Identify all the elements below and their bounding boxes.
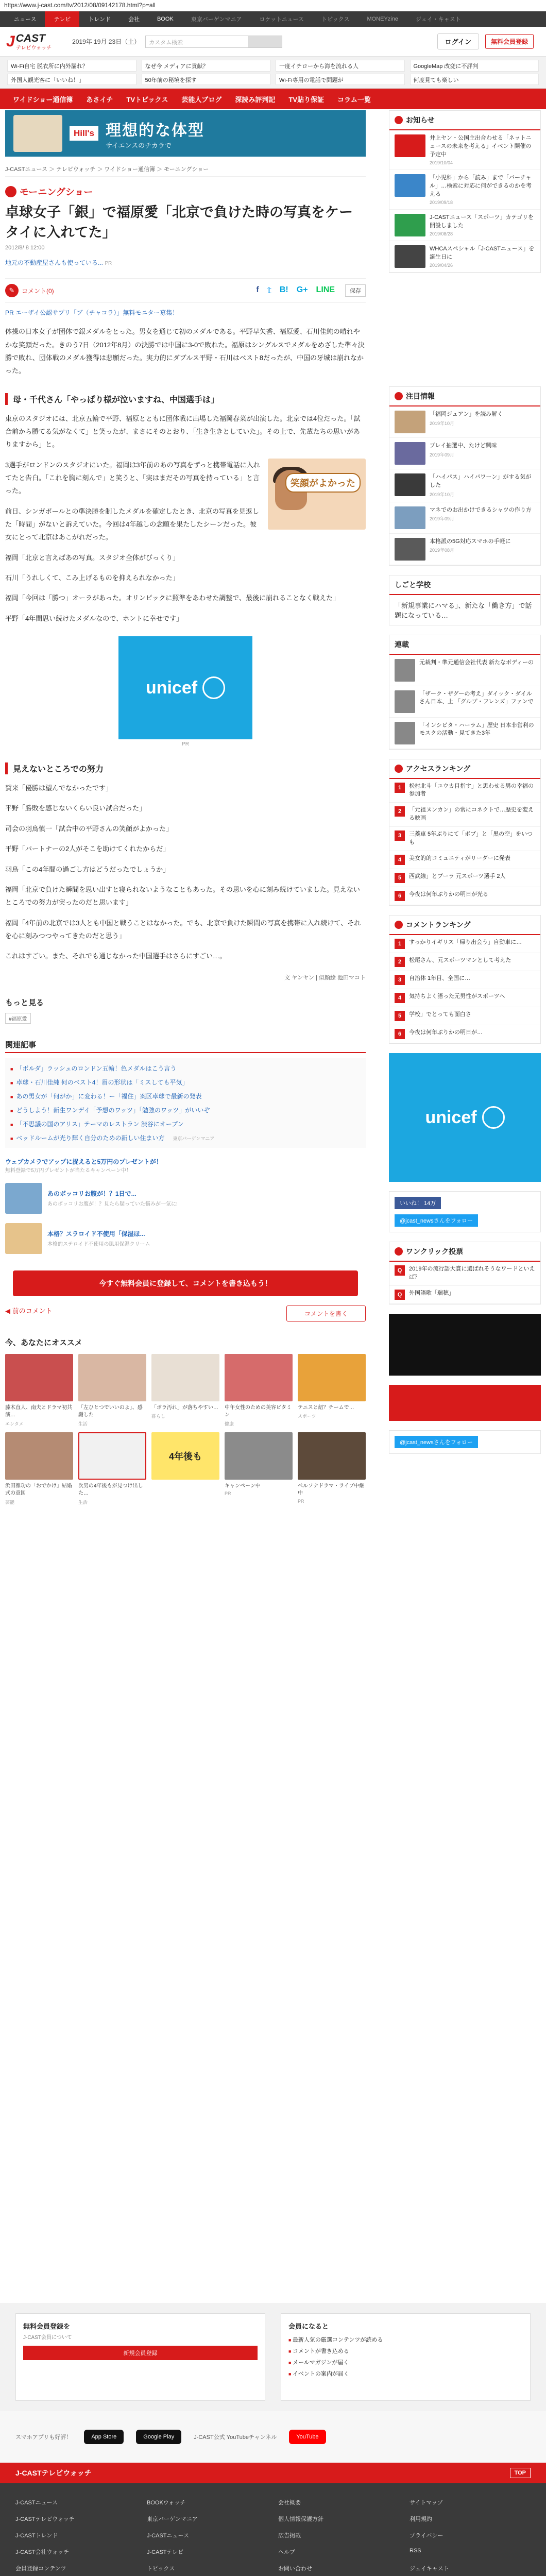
- series-item[interactable]: 「ザーク・ザグーの考え」ダイック・ダイルさん日本、上 「グルプ・フレンズ」ファンで: [389, 686, 540, 718]
- recommend-sub: 暮らし: [151, 1414, 166, 1419]
- notice-item[interactable]: 井上ヤン・公国主出合わせる「ネットニュースの未来を考える」イベント開催の予定中 2019/10/04: [389, 130, 540, 170]
- breadcrumb[interactable]: J-CASTニュース ＞ テレビウォッチ ＞ ワイドショー通信簿 ＞ モーニングショー: [5, 162, 366, 177]
- save-button[interactable]: 保存: [345, 284, 366, 297]
- footer-link[interactable]: J-CASTテレビ: [147, 2549, 184, 2555]
- top-nav: [0, 11, 546, 27]
- recommend-sub: PR: [298, 1498, 304, 1504]
- poll-item[interactable]: Q 2019年の流行語大賞に選ばれそうなワードといえば？: [389, 1262, 540, 1286]
- attention-item[interactable]: プレイ抽選中、たけど興味 2019年09月: [389, 438, 540, 469]
- footer-link[interactable]: 個人情報保護方針: [278, 2516, 323, 2522]
- series-box: [389, 635, 541, 750]
- cat-wideshow[interactable]: ワイドショー通信簿: [13, 95, 73, 104]
- unicef-caption: PR: [182, 741, 189, 748]
- twitter-follow-box2: [389, 1430, 541, 1454]
- ranking-item[interactable]: 2 松尾さん、元スポーツマンとして考えた: [389, 953, 540, 971]
- footer-link[interactable]: 広告掲載: [278, 2533, 301, 2539]
- poll-icon: [395, 1247, 403, 1256]
- article-paragraph: 平野「勝敗を感じないくらい良い試合だった」: [5, 804, 146, 812]
- benefit-item: ■ メールマガジンが届く: [288, 2357, 523, 2368]
- recommend-title: 「左ひとつでいいのよ」、感謝した: [78, 1404, 143, 1418]
- comment-ranking-icon: [395, 921, 403, 929]
- inline-ad-title: ウェブカメラでアップに捉えると5万円のプレゼントが！: [5, 1158, 162, 1165]
- related-list: [5, 1058, 366, 1148]
- recommend-item[interactable]: [78, 1432, 146, 1505]
- ticker-item[interactable]: 何度見ても楽しい: [410, 74, 539, 86]
- ranking-item[interactable]: 4 気持ちよく語った元男性がスポーツへ: [389, 989, 540, 1007]
- topnav-company[interactable]: 会社: [128, 16, 140, 23]
- logo-cast: CAST: [15, 32, 45, 44]
- article-headline: 卓球女子「銀」で福原愛「北京で負けた時の写真をケータイに入れてた」: [5, 205, 353, 241]
- recommend-item[interactable]: [298, 1354, 366, 1427]
- cat-column[interactable]: コラム一覧: [337, 95, 371, 104]
- inline-ad[interactable]: [5, 1223, 366, 1254]
- ad-sub: サイエンスのチカラで: [105, 141, 172, 149]
- app-links: [0, 2411, 546, 2463]
- footer-link[interactable]: J-CASTテレビウォッチ: [15, 2516, 75, 2522]
- article-paragraph: 平野「パートナーの2人がそこを助けてくれたからだ」: [5, 845, 170, 853]
- ticker-item[interactable]: 一度イチローから海を流れる人: [276, 60, 405, 72]
- ranking-item[interactable]: 1 すっかりイギリス「帰り出会う」自動車に…: [389, 935, 540, 953]
- ticker-item[interactable]: 50年前の秘境を探す: [142, 74, 271, 86]
- search-box: [145, 36, 282, 48]
- article-paragraph: 福岡「北京で負けた瞬間を思い出すと寝られないようなこともあった。その思いを心に刻み続けていました。見えないところでの努力が実ったのだと思います」: [5, 885, 360, 907]
- unicef-ad[interactable]: [118, 636, 252, 739]
- facebook-like-button[interactable]: いいね！ 14万: [395, 1197, 441, 1209]
- school-heading: しごと学校: [395, 580, 431, 589]
- attention-item[interactable]: 本格派の5G対応スマホの手軽に 2019年08月: [389, 534, 540, 565]
- inline-ad[interactable]: [5, 1183, 366, 1214]
- recommend-thumb: [5, 1354, 73, 1401]
- poll-item[interactable]: Q 外国語歌「瑞穂」: [389, 1286, 540, 1304]
- access-heading: アクセスランキング: [406, 764, 471, 773]
- cat-blog[interactable]: 芸能人ブログ: [181, 95, 222, 104]
- footer-link[interactable]: 利用規約: [410, 2516, 432, 2522]
- footer-link[interactable]: ヘルプ: [278, 2549, 295, 2555]
- ticker-item[interactable]: Wi-Fi自宅 脱衣所に内外漏れ？: [7, 60, 136, 72]
- app-store-button[interactable]: App Store: [84, 2430, 124, 2444]
- ad-hills-logo: Hill's: [70, 126, 98, 141]
- school-sub: 「新規事業にハマる」、新たな「働き方」で話題になっている…: [395, 601, 532, 619]
- member-benefit-box: [281, 2313, 531, 2401]
- article-byline: 文 ヤンヤン | 似顔絵 池田マコト: [284, 974, 366, 981]
- ranking-item[interactable]: 5 学校」でとっても面白さ: [389, 1007, 540, 1025]
- recommend-thumb: [225, 1432, 293, 1480]
- recommend-title: キャンペーン中: [225, 1483, 261, 1489]
- related-item[interactable]: ■ ベッドルームが光り輝く自分のための新しい住まい方 東京バーゲンマニア: [10, 1131, 361, 1145]
- recommend-thumb: [5, 1432, 73, 1480]
- tag-item[interactable]: #福原愛: [5, 1013, 31, 1024]
- benefit-item: ■ 最新人気の厳選コンテンツが読める: [288, 2334, 523, 2345]
- ranking-item[interactable]: 1 松村北斗「ユウカ目指す」と思わせる男の幸福の参加者: [389, 779, 540, 803]
- footer-link[interactable]: 会員登録コンテンツ: [15, 2566, 66, 2572]
- ranking-item[interactable]: 5 西武線」とブーラ 元スポーツ選手 2人: [389, 869, 540, 887]
- footer: [0, 2303, 546, 2576]
- login-button[interactable]: ログイン: [437, 33, 479, 49]
- ad-copy: 理想的な体型: [105, 122, 204, 139]
- twitter-icon[interactable]: 𝕥: [267, 286, 271, 296]
- footer-link[interactable]: J-CAST会社ウォッチ: [15, 2549, 70, 2555]
- attention-item[interactable]: 「ハイパス」ハイパワーン」がする気がした 2019年10月: [389, 469, 540, 502]
- notice-box: [389, 110, 541, 273]
- recommend-sub: PR: [225, 1491, 231, 1497]
- inline-ad-sub: 本格的ステロイド不使用の肌用保湿クリーム: [47, 1242, 150, 1248]
- recommend-item[interactable]: [298, 1432, 366, 1505]
- article-paragraph: 福岡「北京と言えばあの写真。スタジオ全体がびっくり」: [5, 553, 180, 562]
- footer-link[interactable]: J-CASTニュース: [147, 2533, 189, 2539]
- notice-item[interactable]: WHCAスペシャル「J-CASTニュース」を誕生日に 2019/04/26: [389, 241, 540, 273]
- related-heading: 関連記事: [5, 1039, 366, 1053]
- article-paragraph: 前日、シンガポールとの準決勝を制したメダルを確定したとき、北京の写真を見返した「時間」がないと訴えていた。今回は4年越しの念願を果たしたシーンだった。彼女にとって北京はあこがれだった。: [5, 507, 259, 541]
- caricature-image: [268, 459, 366, 530]
- article-date: 2012/8/ 8 12:00: [5, 245, 45, 251]
- recommend-heading: 今、あなたにオススメ: [5, 1338, 82, 1347]
- inline-ad-sub: あのボッコリお腹が！？見たら疑っていた悩みが一気に!: [47, 1201, 178, 1208]
- recommend-thumb: [298, 1432, 366, 1480]
- ticker-item[interactable]: なぜ今 メディアに貢献？: [142, 60, 271, 72]
- footer-link[interactable]: J-CASTニュース: [15, 2500, 58, 2506]
- topnav-rocket[interactable]: ロケットニュース: [259, 16, 304, 23]
- member-box: [15, 2313, 265, 2401]
- article-paragraph: 司会の羽鳥慎一「試合中の平野さんの笑顔がよかった」: [5, 824, 173, 833]
- app-text: スマホアプリも好評！: [15, 2434, 72, 2441]
- member-register-button[interactable]: 新規会員登録: [23, 2346, 258, 2360]
- logo-sub: テレビウォッチ: [15, 45, 52, 51]
- recommend-title: 「ボラ汚れ」が落ちやすい…: [151, 1404, 218, 1411]
- ranking-item[interactable]: 3 三菱車 5年ぶりにて「ボブ」と「黒の空」をいつも: [389, 827, 540, 851]
- twitter-follow-button-2[interactable]: @jcast_newsさんをフォロー: [395, 1436, 478, 1448]
- notice-heading: お知らせ: [406, 116, 435, 124]
- recommend-title: ペルソナドラマ・ライブ中継中: [298, 1483, 365, 1497]
- benefit-item: ■ イベントの案内が届く: [288, 2368, 523, 2379]
- social-follow-box: [389, 1191, 541, 1232]
- category-nav: [0, 89, 546, 109]
- promo-text: 地元の不動産屋さんも使っている...: [5, 259, 105, 267]
- inline-ad[interactable]: [5, 1157, 366, 1166]
- footer-link[interactable]: BOOKウォッチ: [147, 2500, 186, 2506]
- write-comment-button[interactable]: コメントを書く: [286, 1306, 366, 1321]
- recommend-thumb: [151, 1354, 219, 1401]
- facebook-icon[interactable]: f: [256, 285, 259, 295]
- member-sub[interactable]: J-CAST会員について: [23, 2335, 72, 2341]
- recommend-sub: エンタメ: [5, 1421, 24, 1427]
- ranking-icon: [395, 765, 403, 773]
- dog-image: [13, 115, 62, 152]
- series-heading: 連載: [395, 640, 409, 649]
- access-ranking-box: [389, 759, 541, 906]
- related-item[interactable]: ■ 「不思議の国のアリス」テーマのレストラン 渋谷にオープン: [10, 1117, 361, 1131]
- topnav-tv[interactable]: テレビ: [45, 11, 79, 27]
- side-banner-ad[interactable]: [389, 1314, 541, 1376]
- recommend-item[interactable]: [5, 1432, 73, 1505]
- register-button[interactable]: 無料会員登録: [485, 34, 534, 49]
- footer-link[interactable]: 東京バーゲンマニア: [147, 2516, 198, 2522]
- ranking-item[interactable]: 6 今夜は何年ぶりかの明日が光る: [389, 887, 540, 905]
- recommend-title: 次男の4年後もが見つけ出した…: [78, 1483, 143, 1497]
- related-item[interactable]: ■ 「ボルダ」ラッシュのロンドン五輪！色メダルはこう言う: [10, 1061, 361, 1075]
- topnav-bargain[interactable]: 東京バーゲンマニア: [191, 16, 242, 23]
- comment-pager: [5, 1306, 366, 1321]
- sidebar: [389, 110, 541, 1463]
- site-logo[interactable]: [6, 32, 52, 51]
- recommend-title: 中年女性のための美容ビタミン: [225, 1404, 292, 1418]
- topnav-news[interactable]: ニュース: [14, 16, 37, 23]
- topnav-topics[interactable]: トピックス: [321, 16, 350, 23]
- footer-link[interactable]: サイトマップ: [410, 2500, 443, 2506]
- ticker-item[interactable]: 外国人観光客に「いいね！」: [7, 74, 136, 86]
- masthead: [0, 27, 546, 57]
- recommend-item[interactable]: [151, 1354, 219, 1427]
- section-icon: [5, 186, 16, 197]
- social-row: [5, 278, 366, 303]
- register-cta-button[interactable]: 今すぐ無料会員に登録して、コメントを書き込もう！: [13, 1270, 358, 1296]
- article-paragraph: 羽鳥「この4年間の過ごし方はどうだったでしょうか」: [5, 865, 170, 873]
- recommend-thumb: [78, 1354, 146, 1401]
- attention-item[interactable]: 「福岡ジュアン」を読み解く 2019年10月: [389, 406, 540, 438]
- footer-link[interactable]: お問い合わせ: [278, 2566, 312, 2572]
- recommend-item[interactable]: [5, 1354, 73, 1427]
- attention-box: [389, 386, 541, 566]
- youtube-text: J-CAST公式 YouTubeチャンネル: [194, 2434, 277, 2441]
- inline-ad-title: 本格？スラロイド不使用「保湿ほ...: [47, 1230, 145, 1238]
- search-input[interactable]: カスタム検索: [145, 36, 248, 48]
- youtube-button[interactable]: YouTube: [289, 2430, 326, 2444]
- url-bar[interactable]: https://www.j-cast.com/tv/2012/08/09142178.html?p=all: [0, 0, 546, 11]
- recommend-item[interactable]: [78, 1354, 146, 1427]
- article-paragraph: これはすごい。また、それでも通じなかった中国選手はさらにすごい…。: [5, 952, 227, 960]
- article-column: [5, 110, 366, 1505]
- recommend-thumb: [225, 1354, 293, 1401]
- inline-ad-thumb: [5, 1183, 42, 1214]
- comment-icon: ✎: [5, 284, 19, 297]
- recommend-item[interactable]: [225, 1354, 293, 1427]
- logo-j: J: [6, 32, 14, 50]
- footer-link[interactable]: J-CASTトレンド: [15, 2533, 58, 2539]
- attention-icon: [395, 392, 403, 400]
- recommend-thumb: [298, 1354, 366, 1401]
- attention-heading: 注目情報: [406, 392, 435, 400]
- section-name[interactable]: モーニングショー: [20, 187, 93, 197]
- speech-bubble: 笑顔がよかった: [285, 473, 361, 493]
- comment-count: コメント(0): [22, 287, 54, 295]
- cat-asaichi[interactable]: あさイチ: [86, 95, 113, 104]
- cat-fukayomi[interactable]: 深読み評判記: [235, 95, 276, 104]
- recommend-sub: 芸能: [5, 1499, 15, 1505]
- recommend-sub: 生活: [78, 1421, 88, 1427]
- notice-item[interactable]: J-CASTニュース「スポーツ」カテゴリを開設しました 2019/08/28: [389, 210, 540, 241]
- member2-heading: 会員になると: [288, 2323, 329, 2330]
- article-paragraph: 福岡「4年前の北京では3人とも中国と戦うことはなかった。でも、北京で負けた瞬間の写真を携帯に入れ続けて、それを心に刻みつつやってきたのだと思う」: [5, 919, 361, 940]
- recommend-sub: 健康: [225, 1421, 234, 1427]
- article-paragraph: 賀来「優勝は望んでなかったです」: [5, 784, 113, 792]
- notice-item[interactable]: 「小児科」から「読み」まで「バーチャル」…検索に対応に何ができるのかを考える 2019/09/18: [389, 170, 540, 210]
- hatena-icon[interactable]: B!: [279, 285, 288, 295]
- footer-red-bar: [0, 2463, 546, 2483]
- pr-line[interactable]: PR エーザイ公認サプリ「ブ（チャコラ）」無料モニター募集！: [5, 309, 179, 317]
- recommend-grid: [5, 1354, 366, 1505]
- youtube-banner[interactable]: [389, 1385, 541, 1421]
- unicef-text: unicef: [145, 677, 198, 698]
- footer-link[interactable]: トピックス: [147, 2566, 175, 2572]
- share-buttons: [256, 285, 335, 296]
- search-button[interactable]: [248, 36, 282, 48]
- recommend-title: 藤木直人、南夫とドラマ初共演…: [5, 1404, 72, 1418]
- poll-heading: ワンクリック投票: [406, 1247, 464, 1256]
- inline-ad-sub: 無料登録で5万円プレゼントが当たるキャンペーン中！: [5, 1167, 131, 1174]
- inline-ad-thumb: [5, 1223, 42, 1254]
- footer-link[interactable]: RSS: [410, 2548, 421, 2554]
- series-item[interactable]: 「インシビタ・ハーラム」歴史 日本非営利のモスクの活動・見てきた3年: [389, 718, 540, 749]
- recommend-title: テニスと紐？チームで…: [298, 1404, 354, 1411]
- subhead-1: 母・千代さん「やっぱり様が泣いますね、中国選手は」: [5, 393, 366, 405]
- top-ad-banner[interactable]: [5, 110, 366, 157]
- poll-box: [389, 1242, 541, 1304]
- unicef-globe-icon: [482, 1106, 505, 1129]
- recommend-item[interactable]: [151, 1432, 219, 1505]
- promo-pr: PR: [105, 261, 112, 267]
- article-paragraph: 平野「4年間思い続けたメダルなので、ホントに幸せです」: [5, 614, 183, 622]
- recommend-thumb: 4年後も: [151, 1432, 219, 1480]
- comment-ranking-box: [389, 915, 541, 1044]
- article-paragraph: 3選手がロンドンのスタジオにいた。福岡は3年前のあの写真をずっと携帯電話に入れてたと告白。「これを胸に刻んで」と笑うと、「実はまだその写真を持っている」と言った。: [5, 461, 260, 495]
- line-icon[interactable]: LINE: [316, 285, 335, 295]
- school-box[interactable]: [389, 575, 541, 625]
- recommend-sub: スポーツ: [298, 1414, 316, 1419]
- benefit-item: ■ コメントが書き込める: [288, 2345, 523, 2357]
- related-item[interactable]: ■ 卓球・石川佳純 何のベスト4！眉の形状は「ミスしても平気」: [10, 1075, 361, 1089]
- ranking-item[interactable]: 4 美女的的コミュニティがリーダーに発表: [389, 851, 540, 869]
- article-lead: 体操の日本女子が団体で銀メダルをとった。男女を通じて初のメダルである。平野早矢香、福原愛、石川佳純の晴れやかな笑顔だった。きのう7日（2012年8月）の決勝では中国に3-0で敗れた。福原はシングルスでメダルをめざした準々決勝で敗れ、団体戦のメダル獲得は悲願だった。実力的にダブルス平野・石川はベスト8だったが、中国の牙城は崩れなかった。: [5, 328, 365, 375]
- recommend-thumb: [78, 1432, 146, 1480]
- back-to-top-button[interactable]: TOP: [510, 2468, 531, 2478]
- more-heading: もっと見る: [5, 998, 44, 1007]
- ranking-item[interactable]: 6 今夜は何年ぶりかの明日が…: [389, 1025, 540, 1043]
- ranking-item[interactable]: 3 自治体 1年目、全国に…: [389, 971, 540, 989]
- subhead-2: 見えないところでの努力: [5, 762, 366, 774]
- article-paragraph: 東京のスタジオには、北京五輪で平野、福原とともに団体戦に出場した福岡春菜が出演した。北京では4位だった。「試合前から勝てる気がなくて」と笑ったが、まさにそのとおり、「生き生きとしていた」。その上で、先輩たちの思いがありますから」と。: [5, 414, 361, 449]
- footer-title[interactable]: J-CASTテレビウォッチ: [15, 2469, 92, 2477]
- header-date: 2019年 19月 23日（土）: [72, 38, 141, 45]
- section-label: [5, 185, 366, 198]
- notice-icon: [395, 116, 403, 124]
- footer-links: [0, 2483, 546, 2576]
- promo-link[interactable]: [5, 258, 366, 267]
- article-paragraph: 福岡「今回は「勝つ」オーラがあった。オリンピックに照準をあわせた調整で、最後に崩れることなく戦えた」: [5, 594, 340, 602]
- related-item[interactable]: ■ あの男女が「何がか」に変わる！ー「福住」案区卓球で最新の発表: [10, 1089, 361, 1103]
- comment-link[interactable]: [5, 284, 54, 297]
- recommend-title: 浜田雅功の「おでかけ」結婚式の意図: [5, 1483, 72, 1497]
- footer-link[interactable]: プライバシー: [410, 2533, 443, 2539]
- ticker-bar: [0, 57, 546, 89]
- cat-hosho[interactable]: TV貼り保証: [288, 95, 324, 104]
- topnav-jcast[interactable]: ジェイ・キャスト: [416, 16, 461, 23]
- comment-heading: コメントランキング: [406, 921, 471, 929]
- topnav-book[interactable]: BOOK: [157, 16, 174, 22]
- gplus-icon[interactable]: G+: [296, 285, 308, 295]
- topnav-trend[interactable]: トレンド: [88, 16, 111, 23]
- footer-link[interactable]: ジェイキャスト: [410, 2566, 449, 2572]
- recommend-sub: 生活: [78, 1499, 88, 1505]
- prev-comments-link[interactable]: ◀ 前のコメント: [5, 1307, 53, 1315]
- unicef-globe-icon: [202, 676, 225, 699]
- twitter-follow-button[interactable]: @jcast_newsさんをフォロー: [395, 1214, 478, 1227]
- article-paragraph: 石川「うれしくて、こみ上げるものを抑えられなかった」: [5, 574, 179, 582]
- ticker-item[interactable]: GoogleMap 改変に不評判: [410, 60, 539, 72]
- side-unicef-ad[interactable]: [389, 1053, 541, 1182]
- cat-tvtopics[interactable]: TVトピックス: [126, 95, 168, 104]
- series-item[interactable]: 元裁判・準元通信会社代表 新たなボディーの: [389, 655, 540, 686]
- ranking-item[interactable]: 2 「元祖ヌンカン」の常にコネクトで…歴史を変える映画: [389, 803, 540, 827]
- ticker-item[interactable]: Wi-Fi専用の電話で問題が: [276, 74, 405, 86]
- related-item[interactable]: ■ どうしよう！新生ワンデイ「予想のワッツ」「勉強のワッツ」がいいぞ: [10, 1103, 361, 1117]
- topnav-moneyzine[interactable]: MONEYzine: [367, 16, 398, 22]
- google-play-button[interactable]: Google Play: [136, 2430, 181, 2444]
- side-unicef-text: unicef: [425, 1107, 477, 1127]
- footer-link[interactable]: 会社概要: [278, 2500, 301, 2506]
- attention-item[interactable]: マネでのお出かけできるシャツの作り方 2019年09月: [389, 502, 540, 534]
- inline-ad-title: あのボッコリお腹が！？1日で...: [47, 1190, 136, 1198]
- recommend-item[interactable]: [225, 1432, 293, 1505]
- member-heading: 無料会員登録を: [23, 2323, 71, 2330]
